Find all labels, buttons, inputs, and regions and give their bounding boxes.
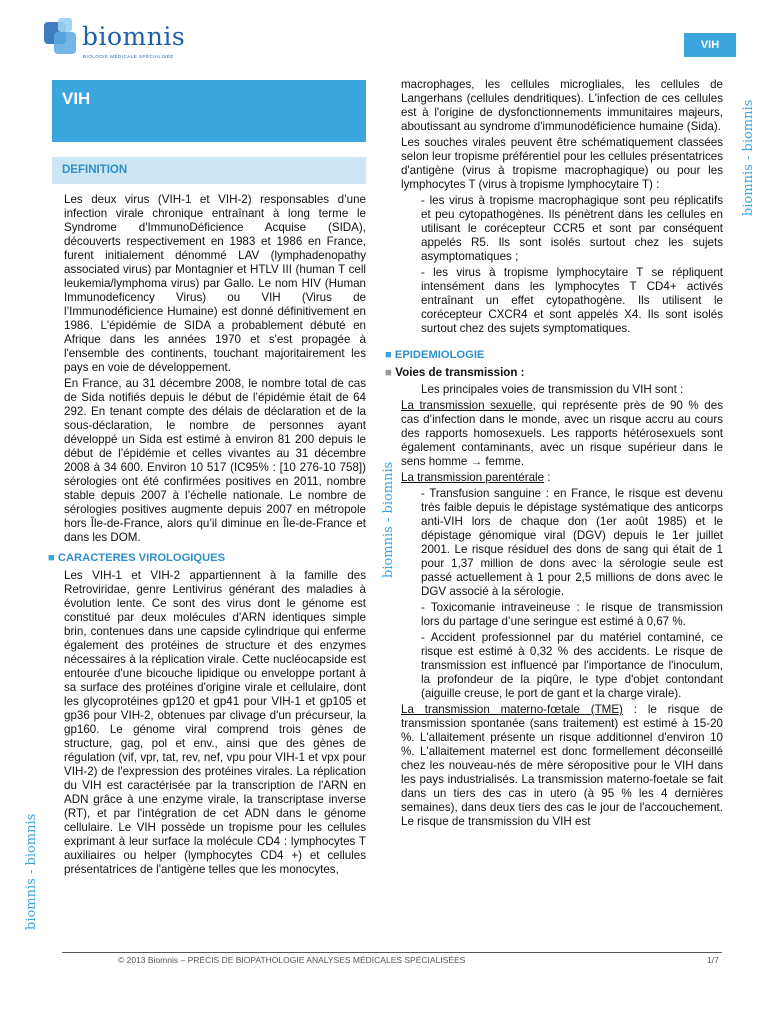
square-bullet-icon: ■ (385, 349, 392, 361)
sexual-transmission-label: La transmission sexuelle (401, 399, 533, 412)
virology-bullet-x4: - les virus à tropisme lymphocytaire T se répliquent intensément dans les lymphocytes T CD4+ activés entraînant un effet cytopathogène. Ils utilisent le corécepteur CXCR4 et sont appelés X4. Ils sont isolés surtout chez des sujets symptomatiques. (421, 266, 723, 335)
virology-bullet-r5: - les virus à tropisme macrophagique sont peu réplicatifs et peu cytopathogènes. Ils pénètrent dans les cellules en utilisant le corécepteur CCR5 et sont par conséquent appelés R5. Ils sont isolés surtout chez les sujets asymptomatiques ; (421, 194, 723, 263)
grey-square-bullet-icon: ■ (385, 366, 393, 379)
brand-tagline: BIOLOGIE MÉDICALE SPÉCIALISÉE (83, 54, 174, 59)
virology-paragraph-1-continued: macrophages, les cellules microgliales, les cellules de Langerhans (cellules dendritiques). L'infection de ces cellules est à l'origine de dysfonctionnements immunitaires majeurs, aboutissant au syndrome d'immunodéficience humaine (Sida). (401, 78, 723, 133)
page-number: 1/7 (707, 955, 719, 965)
blood-transfusion-item: - Transfusion sanguine : en France, le risque est devenu très faible depuis le dépistage systématique des anticorps anti-VIH lors de chaque don (1er août 1985) et le dépistage génomique viral (DGV) depuis le 1er juillet 2001. Le risque résiduel des dons de sang qui était de 1 pour 1,37 million de dons avec la sérologie seule est passé actuellement à 1 pour 2,5 millions de dons avec le DGV associé à la sérologie. (421, 487, 723, 598)
watermark-left: biomnis - biomnis (24, 813, 39, 930)
watermark-middle: biomnis - biomnis (381, 461, 396, 578)
left-column (48, 193, 366, 879)
tme-paragraph: La transmission materno-fœtale (TME) : le risque de transmission spontanée (sans traitement) est estimé à 15-20 %. L'allaitement présente un risque additionnel d'environ 10 %. L'allaitement maternel est donc formellement déconseillé chez les nouveau-nés de mère séropositive pour le VIH dans les pays industrialisés. La transmission materno-foetale se fait dans un tiers des cas in utero (à 95 % les 4 dernières semaines), dans deux tiers des cas le jour de l'accouchement. Le risque de transmission du VIH est (401, 703, 724, 828)
virology-heading: ■ CARACTERES VIROLOGIQUES (48, 552, 226, 564)
transmission-subheading: ■ Voies de transmission : (385, 366, 525, 379)
brand-name: biomnis (82, 22, 186, 51)
watermark-right: biomnis - biomnis (741, 99, 756, 216)
definition-heading: DEFINITION (62, 164, 128, 176)
transmission-intro: Les principales voies de transmission du VIH sont : (421, 383, 684, 396)
biomnis-logo (44, 18, 204, 60)
tme-label: La transmission materno-fœtale (TME) (401, 703, 623, 716)
parenteral-transmission-label-line: La transmission parentérale : (401, 471, 551, 484)
title-bar (52, 80, 366, 142)
square-bullet-icon: ■ (48, 552, 55, 564)
virology-paragraph-1: Les VIH-1 et VIH-2 appartiennent à la famille des Retroviridae, genre Lentivirus générant des maladies à évolution lente. Ce sont des virus dont le génome est constitué par deux molécules d'ARN identiques simple brin, contenues dans une capside cylindrique qui enferme également des protéines de structure et des enzymes nécessaires à la réplication virale. Cette nucléocapside est entourée d'une bicouche lipidique ou enveloppe portant à sa surface des protéines d'origine virale et cellulaire, dont les glycoprotéines gp120 et gp41 pour VIH-1 et gp105 et gp36 pour VIH-2, obtenues par clivage d'un précurseur, la gp160. Le génome viral comprend trois gènes de structure, gag, pol et env., ainsi que des gènes de régulation (vif, vpr, tat, rev, nef, vpu pour VIH-1 et vpx pour VIH-2) de l'expression des protéines virales. La réplication du VIH est caractérisée par la transcription de l'ARN en ADN grâce à une enzyme virale, la transcriptase inverse (RT), et par l'intégration de cet ADN dans le génome cellulaire. Le VIH possède un tropisme pour les cellules exprimant à leur surface la molécule CD4 : lymphocytes T auxiliaires ou helper (lymphocytes CD4 +) et cellules présentatrices de l'antigène telles que les monocytes, (64, 569, 366, 876)
definition-paragraph-1: Les deux virus (VIH-1 et VIH-2) responsables d’une infection virale chronique entraînant à long terme le Syndrome d'ImmunoDéficience Acquise (SIDA), découverts respectivement en 1983 et 1986 en France, furent initialement dénommé LAV (lymphadenopathy associated virus) par Montagnier et HTLV III (human T cell leukemia/lymphoma virus) par Gallo. Le nom HIV (Human Immunodeficency Virus) ou VIH (Virus de l’Immunodéficience Humaine) est donné définitivement en 1986. L'épidémie de SIDA a probablement débuté en Afrique dans les années 1970 et s'est propagée à l'ensemble des continents, touchant majoritairement les pays en voie de développement. (64, 193, 366, 374)
sexual-transmission-paragraph: La transmission sexuelle, qui représente près de 90 % des cas d’infection dans le monde, avec un risque accru au cours des rapports homosexuels. Les rapports hétérosexuels sont également contaminants, avec un risque supérieur dans le sens homme → femme. (401, 399, 723, 468)
definition-paragraph-2: En France, au 31 décembre 2008, le nombre total de cas de Sida notifiés depuis le début de l’épidémie était de 64 292. En tenant compte des délais de déclaration et de la sous-déclaration, le nombre de personnes ayant développé un Sida est estimé à environ 81 200 depuis le début de l’épidémie et celles vivantes au 31 décembre 2008 à 34 600. Environ 10 517 (IC95% : [10 276-10 758]) sérologies ont été confirmées positives en 2011, nombre stable depuis 2007 à l’échelle nationale. Le nombre de sérologies positives augmente depuis 2007 en métropole hors Île-de-France, alors qu’il diminue en Île-de-France et dans les DOM. (64, 377, 366, 544)
epidemiology-heading: ■ EPIDEMIOLOGIE (385, 349, 485, 361)
header-tag: VIH (684, 33, 736, 57)
footer-text: © 2013 Biomnis – PRÉCIS DE BIOPATHOLOGIE ANALYSES MÉDICALES SPÉCIALISÉES (118, 955, 466, 965)
occupational-accident-item: - Accident professionnel par du matériel contaminé, ce risque est estimé à 0,32 % des accidents. Le risque de transmission est influencé par l'importance de l'inoculum, la profondeur de la piqûre, le type d'objet contondant (aiguille creuse, le port de gant et la charge virale). (421, 631, 723, 700)
footer-divider (62, 952, 722, 953)
drug-use-item: - Toxicomanie intraveineuse : le risque de transmission lors du partage d’une seringue est estimé à 0,67 %. (421, 601, 723, 628)
definition-heading-bar (52, 157, 366, 184)
page-title: VIH (62, 89, 91, 108)
parenteral-transmission-label: La transmission parentérale (401, 471, 545, 484)
virology-paragraph-2: Les souches virales peuvent être schématiquement classées selon leur tropisme préférentiel pour les cellules présentatrices d'antigène (virus à tropisme macrophagique) ou pour les lymphocytes T (virus à tropisme lymphocytaire T) : (401, 136, 723, 191)
